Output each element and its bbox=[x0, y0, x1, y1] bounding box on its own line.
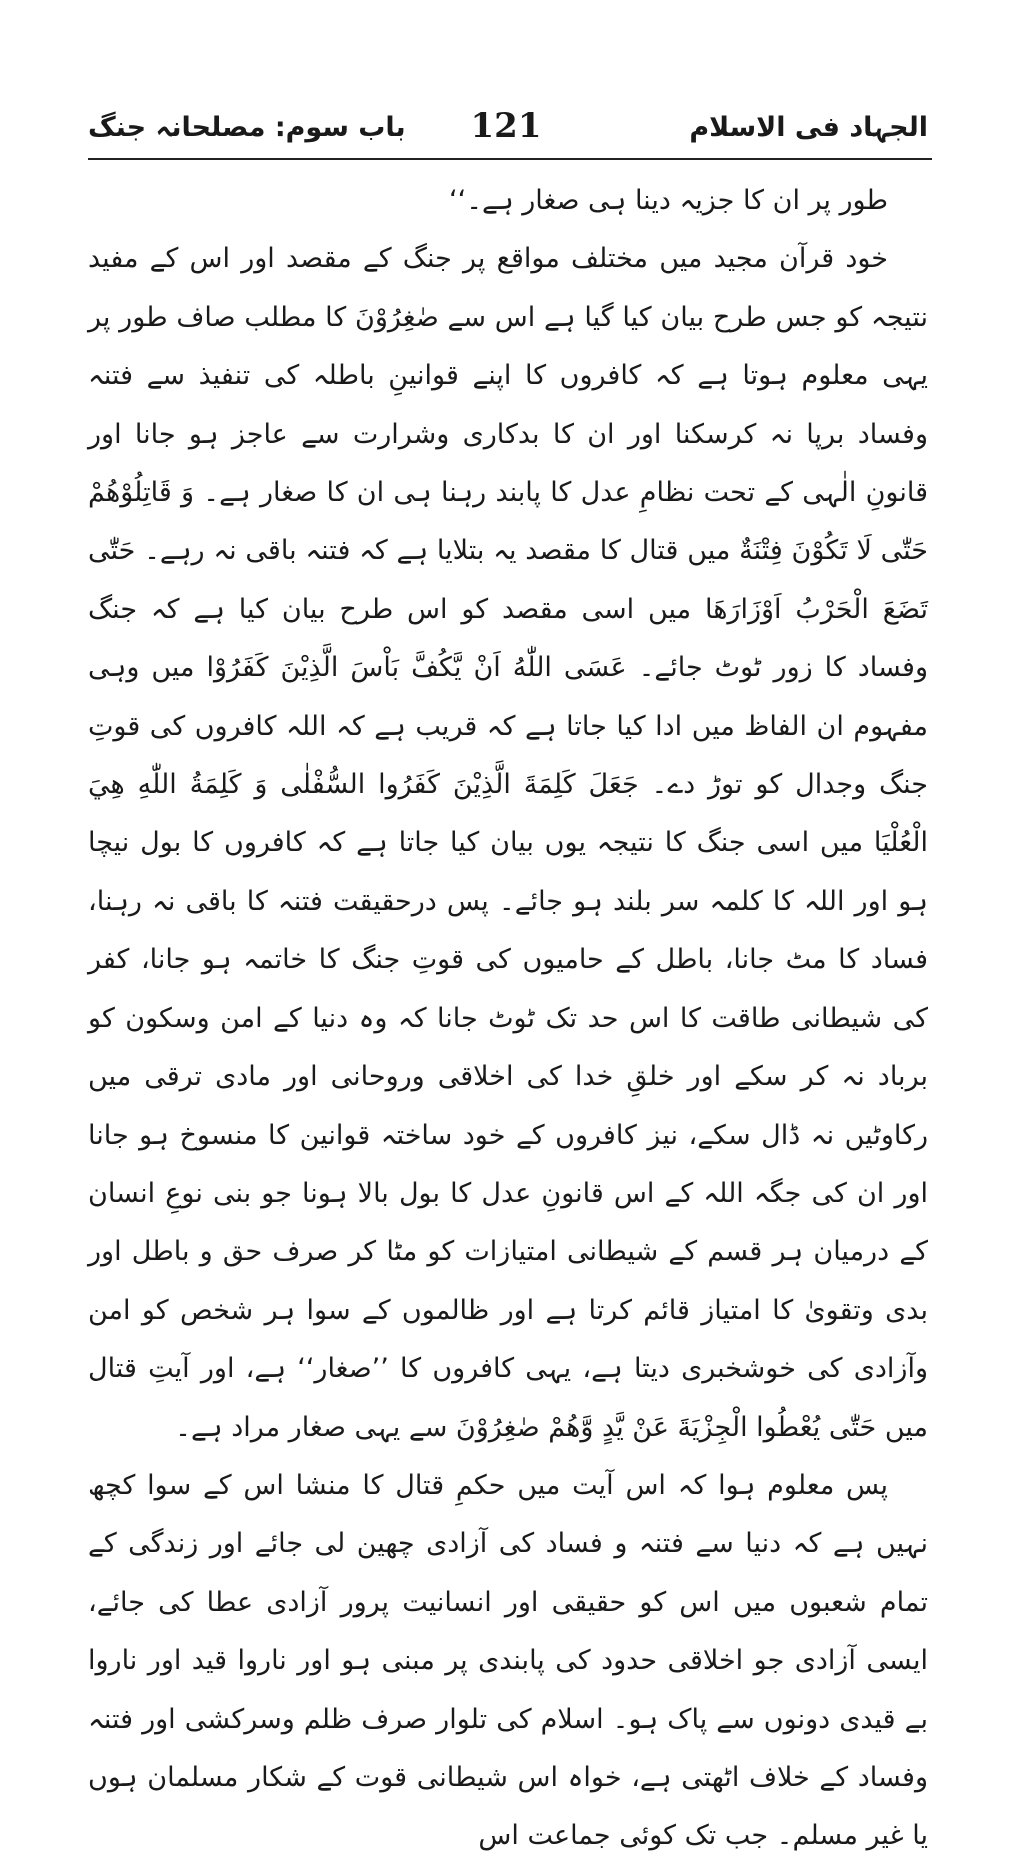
page-header bbox=[88, 104, 928, 164]
header-divider bbox=[88, 158, 932, 160]
paragraph-conclusion: پس معلوم ہوا کہ اس آیت میں حکمِ قتال کا منشا اس کے سوا کچھ نہیں ہے کہ دنیا سے فتنہ و فساد کی آزادی چھین لی جائے اور زندگی کے تمام شعبوں میں اس کو حقیقی اور انسانیت پرور آزادی عطا کی جائے، ایسی آزادی جو اخلاقی حدود کی پابندی پر مبنی ہو اور ناروا قید اور ناروا بے قیدی دونوں سے پاک ہو۔ اسلام کی تلوار صرف ظلم وسرکشی اور فتنہ وفساد کے خلاف اٹھتی ہے، خواہ اس شیطانی قوت کے شکار مسلمان ہوں یا غیر مسلم۔ جب تک کوئی جماعت اس bbox=[88, 1469, 928, 1852]
paragraph-quote-end: طور پر ان کا جزیہ دینا ہی صغار ہے۔‘‘ bbox=[449, 185, 888, 216]
paragraph-main: خود قرآن مجید میں مختلف مواقع پر جنگ کے مقصد اور اس کے مفید نتیجہ کو جس طرح بیان کیا گیا ہے اس سے صٰغِرُوْنَ کا مطلب صاف طور پر یہی معلوم ہوتا ہے کہ کافروں کا اپنے قوانینِ باطلہ کی تنفیذ سے فتنہ وفساد برپا نہ کرسکنا اور ان کا بدکاری وشرارت سے عاجز ہو جانا اور قانونِ الٰہی کے تحت نظامِ عدل کا پابند رہنا ہی ان کا صغار ہے۔ وَ قَاتِلُوْهُمْ حَتّٰى لَا تَكُوْنَ فِتْنَةٌ میں قتال کا مقصد یہ بتلایا ہے کہ فتنہ باقی نہ رہے۔ حَتّٰى تَضَعَ الْحَرْبُ اَوْزَارَهَا میں اسی مقصد کو اس طرح بیان کیا ہے کہ جنگ وفساد کا زور ٹوٹ جائے۔ عَسَى اللّٰهُ اَنْ يَّكُفَّ بَاْسَ الَّذِيْنَ كَفَرُوْا میں وہی مفہوم ان الفاظ میں ادا کیا جاتا ہے کہ قریب ہے کہ اللہ کافروں کی قوتِ جنگ وجدال کو توڑ دے۔ جَعَلَ كَلِمَةَ الَّذِيْنَ كَفَرُوا السُّفْلٰى وَ كَلِمَةُ اللّٰهِ هِيَ الْعُلْيَا میں اسی جنگ کا نتیجہ یوں بیان کیا جاتا ہے کہ کافروں کا بول نیچا ہو اور اللہ کا کلمہ سر بلند ہو جائے۔ پس درحقیقت فتنہ کا باقی نہ رہنا، فساد کا مٹ جانا، باطل کے حامیوں کی قوتِ جنگ کا خاتمہ ہو جانا، کفر کی شیطانی طاقت کا اس حد تک ٹوٹ جانا کہ وہ دنیا کے امن وسکون کو برباد نہ کر سکے اور خلقِ خدا کی اخلاقی وروحانی اور مادی ترقی میں رکاوٹیں نہ ڈال سکے، نیز کافروں کے خود ساختہ قوانین کا منسوخ ہو جانا اور ان کی جگہ اللہ کے اس قانونِ عدل کا بول بالا ہونا جو بنی نوعِ انسان کے درمیان ہر قسم کے شیطانی امتیازات کو مٹا کر صرف حق و باطل اور بدی وتقویٰ کا امتیاز قائم کرتا ہے اور ظالموں کے سوا ہر شخص کو امن وآزادی کی خوشخبری دیتا ہے، یہی کافروں کا ’’صغار‘‘ ہے، اور آیتِ قتال میں حَتّٰى يُعْطُوا الْجِزْيَةَ عَنْ يَّدٍ وَّهُمْ صٰغِرُوْنَ سے یہی صغار مراد ہے۔ bbox=[88, 243, 928, 1443]
page-body bbox=[88, 172, 928, 1866]
book-title: الجہاد فی الاسلام bbox=[689, 112, 928, 143]
page-number: 121 bbox=[470, 106, 542, 146]
chapter-title: باب سوم: مصلحانہ جنگ bbox=[88, 112, 406, 143]
